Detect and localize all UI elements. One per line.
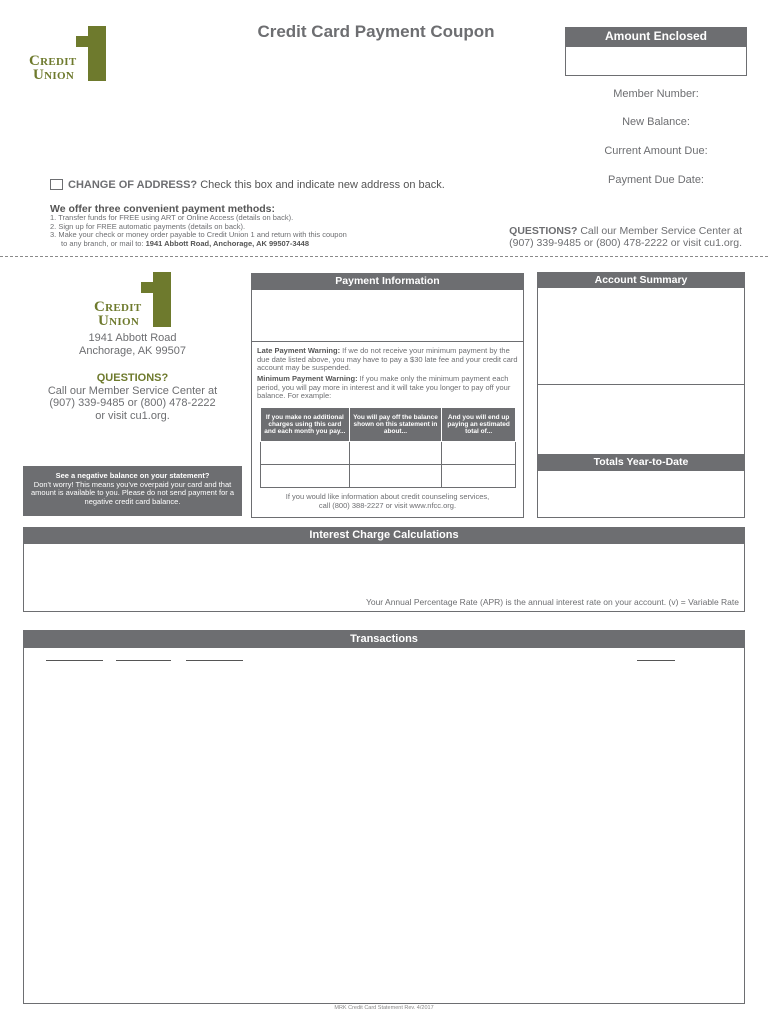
coupon-questions-text: Call our Member Service Center at: [580, 225, 742, 237]
logo-word-union: Union: [33, 67, 75, 83]
table-cell: [349, 442, 442, 465]
branch-address: [20, 332, 245, 357]
payment-methods-list: [50, 214, 347, 248]
negative-balance-title: See a negative balance on your statement?: [55, 471, 210, 480]
payment-method-mail-text: to any branch, or mail to:: [61, 238, 144, 248]
payment-information-header: Payment Information: [251, 273, 524, 290]
coupon-title: Credit Card Payment Coupon: [257, 22, 495, 41]
credit-counseling-line1: If you would like information about credit counseling services,: [285, 492, 490, 501]
table-row: [261, 442, 516, 465]
column-rule: [46, 660, 103, 661]
logo-word-credit: Credit: [29, 53, 77, 69]
minimum-payment-warning-text: If you make only the minimum payment each period, you will pay more in interest and it will take you longer to pay off your balance. For example:: [257, 374, 511, 400]
table-header: And you will end up paying an estimated total of...: [442, 408, 516, 442]
logo-word-union: Union: [98, 313, 140, 329]
current-amount-due-label: Current Amount Due:: [604, 145, 708, 157]
statement-questions: [20, 372, 245, 422]
address-city: Anchorage, AK 99507: [78, 344, 187, 357]
table-cell: [349, 465, 442, 488]
logo-digit-one: [153, 272, 171, 327]
logo-digit-flag: [141, 282, 155, 293]
credit-counseling-line2: call (800) 388-2227 or visit www.nfcc.org.: [318, 501, 457, 510]
account-summary-divider: [537, 384, 745, 385]
column-rule: [186, 660, 243, 661]
change-of-address-text: [68, 179, 445, 191]
minimum-payment-warning-label: Minimum Payment Warning:: [257, 374, 358, 383]
negative-balance-text: Don't worry! This means you've overpaid your card and that amount is available to you. Please do not send payment for a negative credit card balance.: [30, 479, 235, 506]
change-of-address-checkbox[interactable]: [50, 179, 63, 190]
column-rule: [116, 660, 171, 661]
transactions-panel: [23, 648, 745, 1004]
statement-questions-line: Call our Member Service Center at: [47, 384, 218, 397]
credit-union-1-logo: [93, 272, 173, 328]
payment-method-item: 3. Make your check or money order payable to Credit Union 1 and return with this coupon: [50, 230, 347, 239]
statement-questions-website: or visit cu1.org.: [95, 409, 170, 422]
table-cell: [261, 465, 350, 488]
table-cell: [442, 442, 516, 465]
table-row: [261, 465, 516, 488]
minimum-payment-table: [260, 407, 516, 488]
coupon-questions-contacts: (907) 339-9485 or (800) 478-2222 or visit cu1.org.: [509, 237, 742, 249]
transactions-header: Transactions: [23, 630, 745, 648]
payment-information-divider: [251, 341, 524, 342]
credit-counseling-note: [251, 492, 524, 510]
amount-enclosed-header: Amount Enclosed: [565, 27, 747, 46]
payment-method-mail: [50, 240, 347, 249]
late-payment-warning-text: If we do not receive your minimum payment by the due date listed above, you may have to pay a $30 late fee and your credit card account may be suspended.: [257, 346, 518, 372]
interest-charge-header: Interest Charge Calculations: [23, 527, 745, 544]
logo-digit-one: [88, 26, 106, 81]
member-number-label: Member Number:: [613, 88, 699, 100]
table-header: If you make no additional charges using this card and each month you pay...: [261, 408, 350, 442]
totals-year-to-date-header: Totals Year-to-Date: [537, 454, 745, 471]
form-revision-footer: MRK Credit Card Statement Rev. 4/2017: [334, 1005, 434, 1011]
table-header: You will pay off the balance shown on this statement in about...: [349, 408, 442, 442]
payment-method-item: 1. Transfer funds for FREE using ART or Online Access (details on back).: [50, 213, 294, 222]
change-of-address-instructions: Check this box and indicate new address on back.: [200, 179, 445, 191]
table-header-row: [261, 408, 516, 442]
column-rule: [637, 660, 675, 661]
mailing-address: 1941 Abbott Road, Anchorage, AK 99507-3448: [145, 238, 310, 248]
logo-word-credit: Credit: [94, 299, 142, 315]
logo-digit-flag: [76, 36, 90, 47]
coupon-questions: [470, 225, 742, 249]
late-payment-warning-label: Late Payment Warning:: [257, 346, 341, 355]
table-cell: [442, 465, 516, 488]
new-balance-label: New Balance:: [622, 116, 690, 128]
minimum-payment-warning: [257, 375, 519, 401]
tear-off-line: [0, 256, 768, 257]
apr-note: Your Annual Percentage Rate (APR) is the annual interest rate on your account. (v) = Variable Rate: [365, 597, 739, 607]
payment-due-date-label: Payment Due Date:: [608, 174, 704, 186]
coupon-questions-label: QUESTIONS?: [509, 225, 578, 237]
payment-methods-title: We offer three convenient payment methods:: [50, 203, 276, 215]
statement-questions-label: QUESTIONS?: [96, 372, 169, 384]
late-payment-warning: [257, 347, 519, 373]
payment-method-item: 2. Sign up for FREE automatic payments (details on back).: [50, 221, 246, 231]
account-summary-panel: [537, 288, 745, 518]
statement-questions-phones: (907) 339-9485 or (800) 478-2222: [49, 397, 216, 409]
account-summary-header: Account Summary: [537, 272, 745, 288]
address-street: 1941 Abbott Road: [88, 332, 177, 344]
change-of-address-label: CHANGE OF ADDRESS?: [68, 179, 198, 191]
table-cell: [261, 442, 350, 465]
negative-balance-notice: [23, 466, 242, 516]
credit-union-1-logo: [28, 26, 108, 82]
amount-enclosed-field[interactable]: [565, 46, 747, 76]
